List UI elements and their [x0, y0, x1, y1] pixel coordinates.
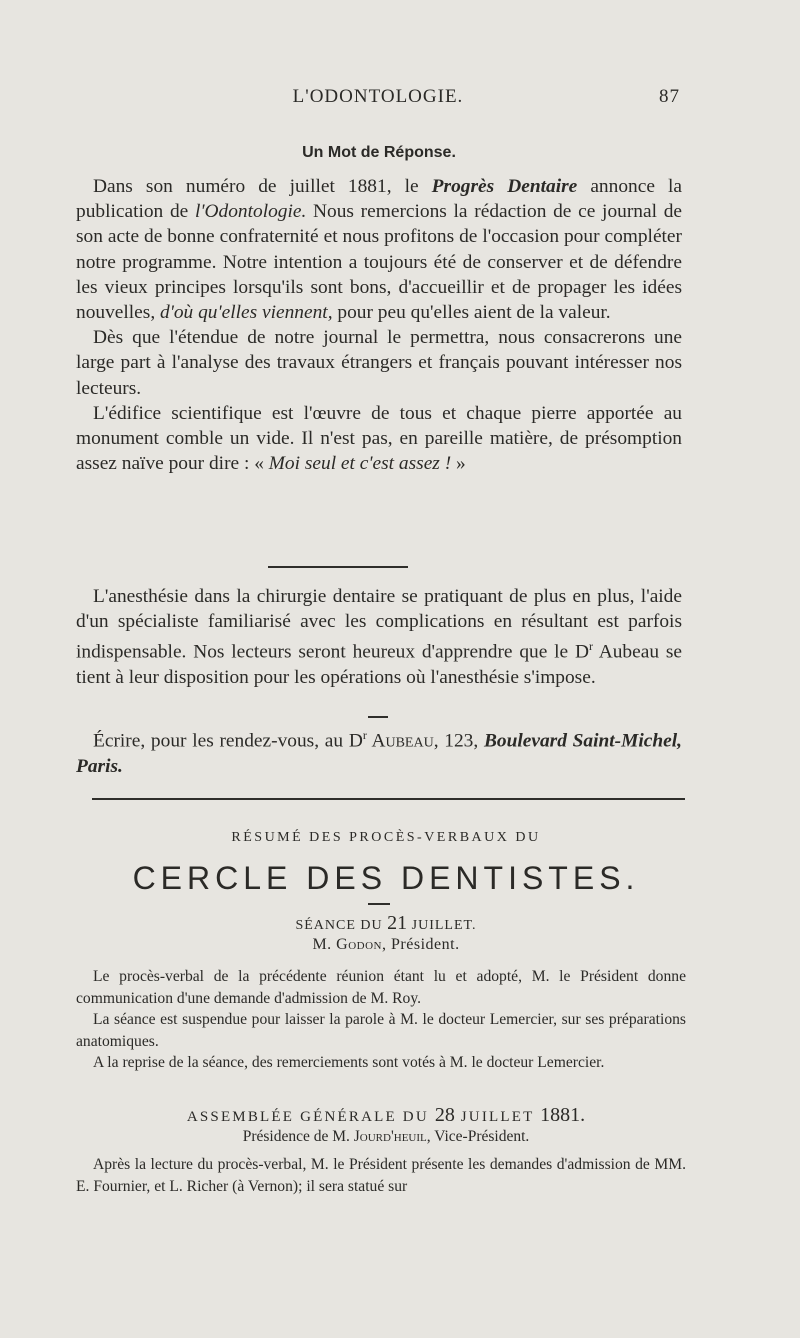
person-name: Aubeau — [366, 730, 434, 752]
contact-paragraph — [76, 723, 682, 779]
dash-divider — [368, 903, 390, 905]
paragraph — [76, 723, 682, 779]
paragraph: Dès que l'étendue de notre journal le permettra, nous consacrerons une large part à l'analyse des travaux étrangers et français pouvant intéresser nos lecteurs. — [76, 327, 682, 399]
text-run: JUILLET — [454, 1109, 541, 1125]
text-run: , Vice-Président. — [426, 1128, 530, 1145]
text-run: M. — [312, 936, 337, 953]
paragraph — [76, 401, 682, 477]
assemblee-minutes — [76, 1154, 686, 1197]
paragraph — [76, 174, 682, 325]
paragraph: A la reprise de la séance, des remerciements sont votés à M. le docteur Lemercier. — [93, 1054, 605, 1071]
journal-name: Progrès Dentaire — [431, 176, 578, 197]
text-run: annonce la publication de — [76, 176, 682, 223]
text-run: , 123, — [433, 730, 484, 752]
text-run: Nous remercions la rédaction de ce journal de son acte de bonne confraternité et nous profitons de l'occasion pour compléter notre programme. Notre intention a toujours été de conserver et de défendre les vieux principes lorsqu'ils sont bons, d'accueillir et de propager les idées nouvelles, — [76, 201, 682, 324]
text-run: L'anesthésie dans la chirurgie dentaire se pratiquant de plus en plus, l'aide d'un spécialiste familiarisé avec les complications en résultant est parfois indispensable. Nos lecteurs seront heureux d'apprendre que le D — [76, 586, 682, 663]
divider — [268, 566, 408, 568]
running-title: L'ODONTOLOGIE. — [292, 86, 464, 107]
year: 1881. — [540, 1104, 586, 1126]
section-rule — [92, 798, 685, 800]
seance-heading — [76, 912, 696, 935]
paragraph: La séance est suspendue pour laisser la parole à M. le docteur Lemercier, sur ses préparations anatomiques. — [76, 1011, 686, 1050]
page-number: 87 — [659, 86, 680, 107]
person-name: Godon — [336, 936, 383, 953]
article-reponse-body — [76, 174, 682, 476]
emphasis: d'où qu'elles viennent, — [160, 302, 333, 324]
superscript: r — [362, 728, 367, 742]
address: Boulevard Saint-Michel, Paris. — [76, 730, 682, 777]
text-run: Présidence de M. — [242, 1128, 354, 1145]
presidence-line — [76, 1128, 696, 1146]
date-number: 28 — [434, 1104, 455, 1126]
article-anesthesie-body — [76, 584, 682, 690]
paragraph: Après la lecture du procès-verbal, M. le Président présente les demandes d'admission de MM. E. Fournier, et L. Richer (à Vernon); il sera statué sur — [76, 1156, 686, 1195]
section-heading: RÉSUMÉ DES PROCÈS-VERBAUX DU — [231, 830, 541, 845]
running-head — [76, 86, 680, 114]
text-run: Dans son numéro de juillet 1881, le — [93, 176, 432, 197]
dash-divider — [368, 716, 388, 718]
text-run: pour peu qu'elles aient de la valeur. — [332, 302, 611, 324]
person-name: Jourd'heuil — [353, 1128, 427, 1145]
text-run: Aubeau se tient à leur disposition pour les opérations où l'anesthésie s'impose. — [76, 641, 682, 689]
date-number: 21 — [387, 912, 408, 934]
text-run: , Président. — [382, 936, 460, 953]
seance-minutes — [76, 966, 686, 1074]
text-run: Écrire, pour les rendez-vous, au D — [93, 730, 363, 752]
paragraph: Le procès-verbal de la précédente réunion étant lu et adopté, M. le Président donne communication d'une demande d'admission de M. Roy. — [76, 968, 686, 1007]
text-run: JUILLET. — [407, 918, 477, 933]
president-line — [76, 936, 696, 954]
journal-name: l'Odontologie. — [194, 201, 307, 223]
text-run: » — [451, 453, 466, 475]
text-run: L'édifice scientifique est l'œuvre de tous et chaque pierre apportée au monument comble un vide. Il n'est pas, en pareille matière, de présomption assez naïve pour dire : « — [76, 402, 682, 475]
text-run: SÉANCE DU — [295, 918, 388, 933]
assemblee-heading — [76, 1104, 696, 1127]
quotation: Moi seul et c'est assez ! — [268, 453, 452, 475]
section-title: CERCLE DES DENTISTES. — [132, 860, 640, 896]
paragraph — [76, 584, 682, 690]
superscript: r — [588, 639, 593, 654]
article-title: Un Mot de Réponse. — [302, 144, 456, 161]
text-run: ASSEMBLÉE GÉNÉRALE DU — [186, 1109, 435, 1125]
